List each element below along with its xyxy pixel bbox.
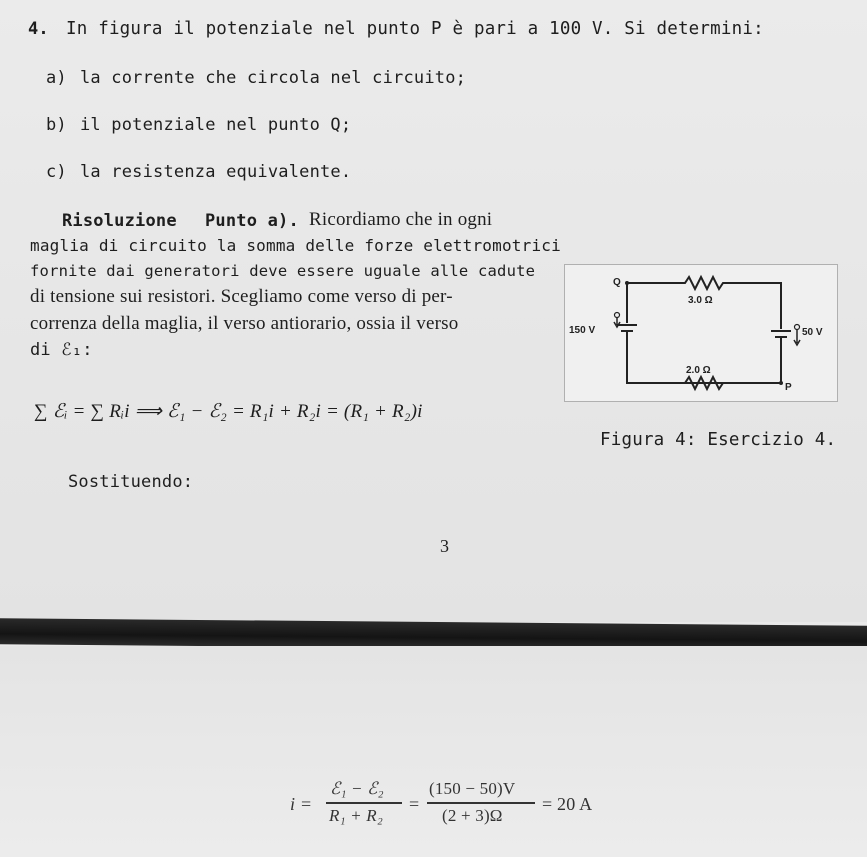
kirchhoff-equation: ∑ ℰᵢ = ∑ Rᵢi ⟹ ℰ₁ − ℰ₂ = R₁i + R₂i = (R₁ + R₂)i [34,401,423,422]
figure-caption: Figura 4: Esercizio 4. [600,430,837,450]
item-b-letter: b) [46,115,67,135]
eq-frac2-num: (150 − 50)V [429,779,516,798]
solution-line4: di tensione sui resistori. Scegliamo come verso di per- [30,286,453,307]
item-a-text: la corrente che circola nel circuito; [80,68,467,88]
eq-result: = 20 A [542,794,593,814]
node-q [625,281,629,285]
circuit-diagram [565,265,837,401]
solution-line1: Ricordiamo che in ogni [309,209,493,230]
item-a-letter: a) [46,68,67,88]
label-v-right: 50 V [802,327,823,338]
substituting-label: Sostituendo: [68,472,194,492]
solution-part-label: Punto a). [205,211,299,231]
solution-line5: correnza della maglia, il verso antiorario, ossia il verso [30,313,459,334]
right-terminal [795,325,800,330]
eq-lhs: i = [290,794,313,814]
label-r-top: 3.0 Ω [688,295,713,306]
solution-line2: maglia di circuito la somma delle forze elettromotrici [30,236,561,255]
item-b-text: il potenziale nel punto Q; [80,115,352,135]
solution-line3: fornite dai generatori deve essere uguale alle cadute [30,262,536,280]
eq-frac2-bar [427,802,535,804]
item-c-text: la resistenza equivalente. [80,162,352,182]
page-lower [0,646,867,857]
label-p: P [785,382,792,393]
label-v-left: 150 V [569,325,596,336]
problem-statement: In figura il potenziale nel punto P è pari a 100 V. Si determini: [66,19,764,39]
left-terminal [615,313,620,318]
solution-line6: di ℰ₁: [30,340,93,360]
eq-frac1-num: ℰ₁ − ℰ₂ [330,779,384,798]
eq-frac2-den: (2 + 3)Ω [442,806,503,825]
label-r-bottom: 2.0 Ω [686,365,711,376]
node-p [779,381,783,385]
right-ground-arrow [794,329,800,345]
page-number: 3 [440,536,450,556]
item-c-letter: c) [46,162,67,182]
eq-equals: = [409,794,420,814]
problem-number: 4. [28,19,49,39]
eq-frac1-bar [326,802,402,804]
label-q: Q [613,277,621,288]
eq-frac1-den: R₁ + R₂ [329,806,383,825]
circuit-figure [564,264,838,402]
solution-heading: Risoluzione [62,211,177,231]
